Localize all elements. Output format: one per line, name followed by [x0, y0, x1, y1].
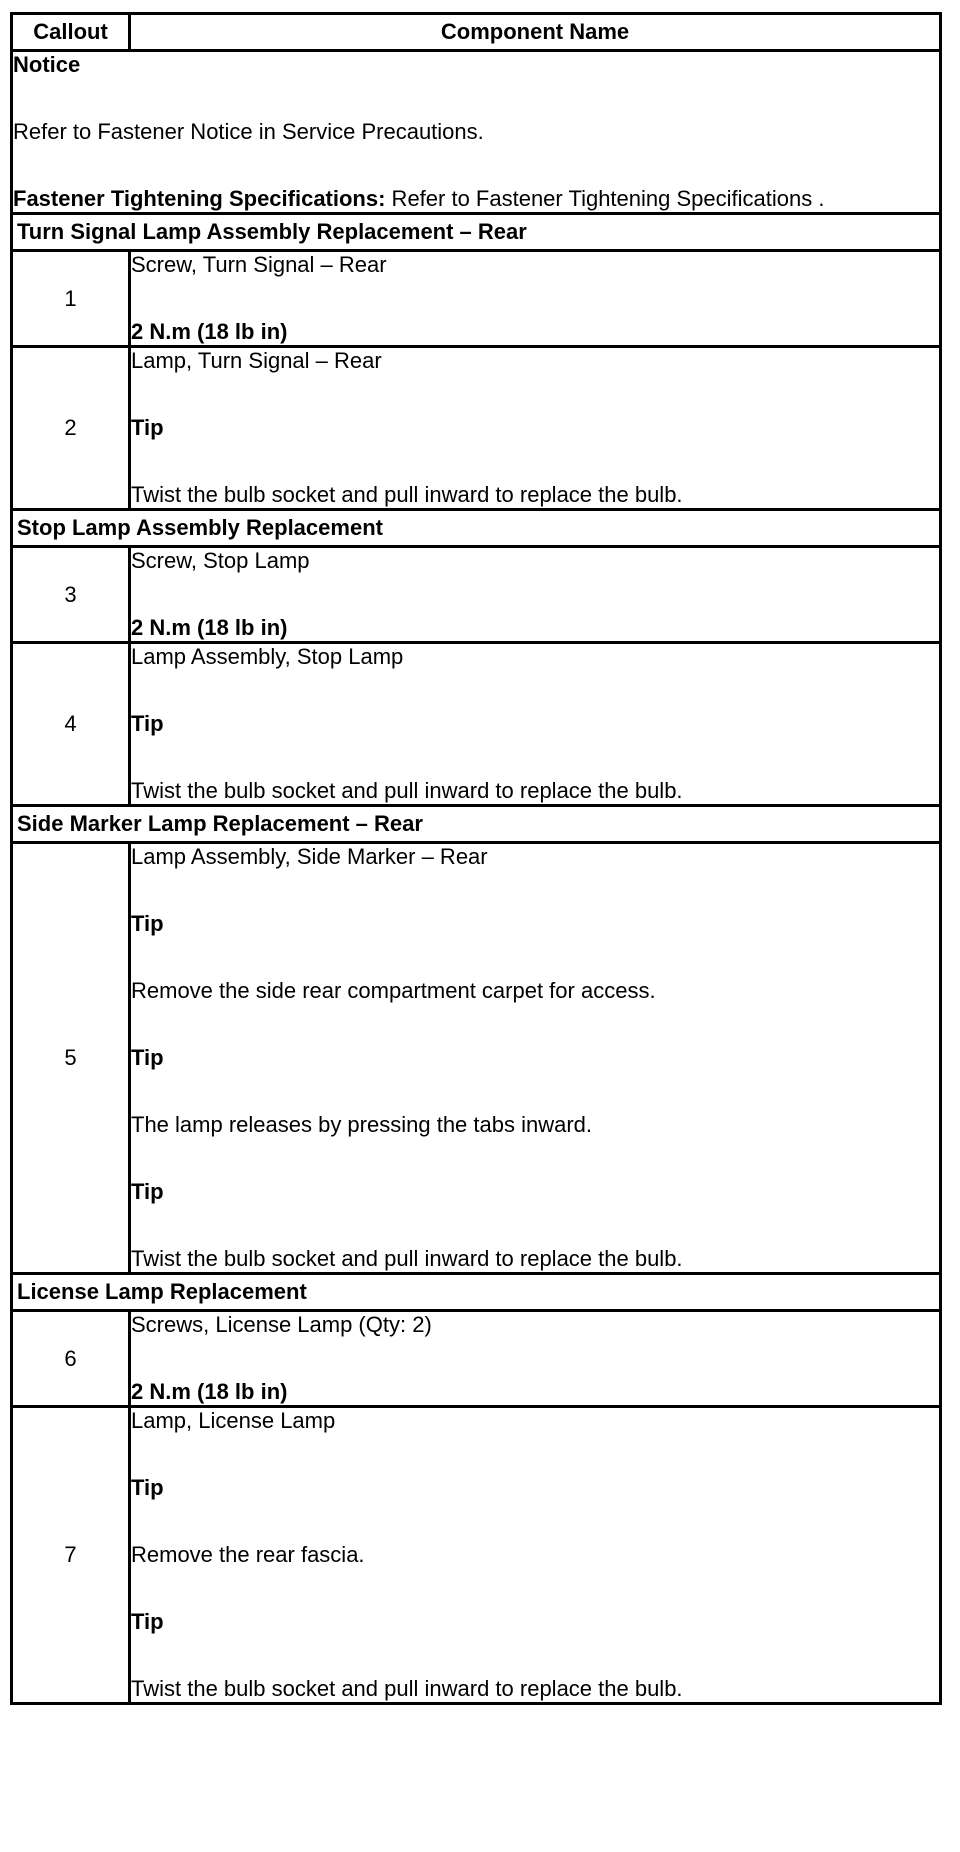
table-row: [12, 843, 941, 1274]
component-cell: [130, 251, 941, 347]
table-row: [12, 1311, 941, 1407]
section-header-row: [12, 1274, 941, 1311]
section-title: License Lamp Replacement: [12, 1274, 941, 1311]
component-text-line: Screw, Turn Signal – Rear: [131, 252, 387, 277]
callout-number: 1: [12, 251, 130, 347]
component-text-line: Twist the bulb socket and pull inward to replace the bulb.: [131, 482, 683, 507]
callout-number: 4: [12, 643, 130, 806]
component-text-line: Screws, License Lamp (Qty: 2): [131, 1312, 432, 1337]
component-cell: [130, 843, 941, 1274]
section-header-row: [12, 510, 941, 547]
component-emphasis-line: Tip: [131, 1179, 164, 1204]
callout-number: 3: [12, 547, 130, 643]
table-row: [12, 643, 941, 806]
component-text-line: The lamp releases by pressing the tabs inward.: [131, 1112, 593, 1137]
section-header-row: [12, 806, 941, 843]
section-title: Stop Lamp Assembly Replacement: [12, 510, 941, 547]
component-text-line: Remove the side rear compartment carpet for access.: [131, 978, 656, 1003]
callout-number: 6: [12, 1311, 130, 1407]
fastener-spec-line: [13, 186, 939, 212]
component-cell: [130, 1407, 941, 1704]
section-title: Turn Signal Lamp Assembly Replacement – Rear: [12, 214, 941, 251]
callout-number: 5: [12, 843, 130, 1274]
component-text-line: Twist the bulb socket and pull inward to replace the bulb.: [131, 1246, 683, 1271]
component-text-line: Twist the bulb socket and pull inward to replace the bulb.: [131, 1676, 683, 1701]
component-emphasis-line: Tip: [131, 911, 164, 936]
component-text-line: Lamp Assembly, Side Marker – Rear: [131, 844, 488, 869]
component-text-line: Lamp Assembly, Stop Lamp: [131, 644, 404, 669]
component-emphasis-line: Tip: [131, 711, 164, 736]
table-row: [12, 547, 941, 643]
notice-text: Refer to Fastener Notice in Service Precautions.: [13, 119, 484, 144]
fastener-spec-text: Refer to Fastener Tightening Specifications .: [385, 186, 825, 211]
component-cell: [130, 547, 941, 643]
component-cell: [130, 347, 941, 510]
callout-number: 7: [12, 1407, 130, 1704]
component-text-line: Screw, Stop Lamp: [131, 548, 310, 573]
component-cell: [130, 643, 941, 806]
component-emphasis-line: Tip: [131, 415, 164, 440]
callout-column-header: Callout: [12, 14, 130, 51]
component-text-line: Lamp, Turn Signal – Rear: [131, 348, 382, 373]
table-row: [12, 251, 941, 347]
component-emphasis-line: 2 N.m (18 lb in): [131, 615, 288, 640]
component-column-header: Component Name: [130, 14, 941, 51]
component-table: [10, 12, 942, 1705]
notice-cell: [12, 51, 941, 214]
notice-row: [12, 51, 941, 214]
component-cell: [130, 1311, 941, 1407]
component-emphasis-line: Tip: [131, 1045, 164, 1070]
component-text-line: Lamp, License Lamp: [131, 1408, 336, 1433]
table-row: [12, 347, 941, 510]
component-text-line: Twist the bulb socket and pull inward to replace the bulb.: [131, 778, 683, 803]
fastener-spec-label: Fastener Tightening Specifications:: [13, 186, 386, 211]
component-emphasis-line: 2 N.m (18 lb in): [131, 1379, 288, 1404]
table-row: [12, 1407, 941, 1704]
table-header-row: [12, 14, 941, 51]
component-text-line: Remove the rear fascia.: [131, 1542, 365, 1567]
callout-number: 2: [12, 347, 130, 510]
section-header-row: [12, 214, 941, 251]
component-emphasis-line: Tip: [131, 1609, 164, 1634]
component-emphasis-line: Tip: [131, 1475, 164, 1500]
table-body: [12, 51, 941, 1704]
component-emphasis-line: 2 N.m (18 lb in): [131, 319, 288, 344]
notice-title: Notice: [13, 52, 81, 77]
section-title: Side Marker Lamp Replacement – Rear: [12, 806, 941, 843]
